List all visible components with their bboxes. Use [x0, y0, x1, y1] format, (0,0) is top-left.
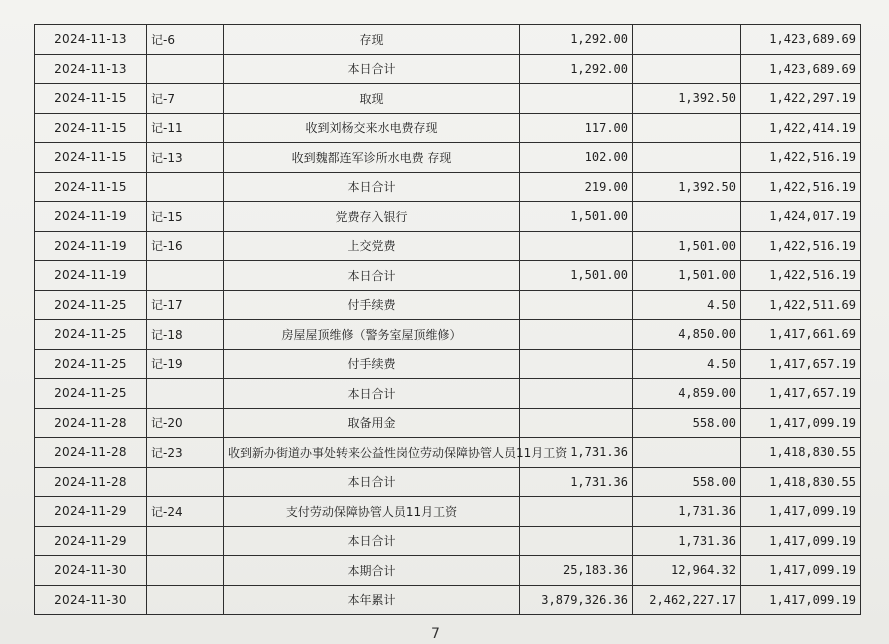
table-row	[35, 320, 861, 350]
cell-balance: 1,417,099.19	[741, 585, 861, 615]
cell-debit: 3,879,326.36	[520, 585, 633, 615]
cell-balance: 1,422,516.19	[741, 143, 861, 173]
cell-voucher-no	[147, 556, 224, 586]
cell-credit: 4,859.00	[633, 379, 741, 409]
cell-credit	[633, 438, 741, 468]
cell-debit: 1,731.36	[520, 438, 633, 468]
table-row	[35, 172, 861, 202]
cell-voucher-no: 记-17	[147, 290, 224, 320]
table-row	[35, 497, 861, 527]
cell-balance: 1,423,689.69	[741, 54, 861, 84]
cell-debit	[520, 526, 633, 556]
cell-voucher-no	[147, 585, 224, 615]
cell-credit	[633, 143, 741, 173]
cell-description: 收到刘杨交来水电费存现	[224, 113, 520, 143]
cell-debit: 1,292.00	[520, 54, 633, 84]
page-number: 7	[431, 626, 440, 642]
table-row	[35, 202, 861, 232]
table-row	[35, 556, 861, 586]
cell-voucher-no	[147, 526, 224, 556]
cell-balance: 1,422,516.19	[741, 231, 861, 261]
cell-debit	[520, 379, 633, 409]
cell-debit: 25,183.36	[520, 556, 633, 586]
cell-credit: 1,501.00	[633, 261, 741, 291]
cell-description: 存现	[224, 25, 520, 55]
cell-voucher-no: 记-16	[147, 231, 224, 261]
cell-voucher-no	[147, 467, 224, 497]
cell-voucher-no: 记-24	[147, 497, 224, 527]
cell-balance: 1,417,099.19	[741, 526, 861, 556]
cell-description: 党费存入银行	[224, 202, 520, 232]
cell-description: 本日合计	[224, 526, 520, 556]
cell-debit	[520, 320, 633, 350]
cell-debit	[520, 497, 633, 527]
cell-balance: 1,417,661.69	[741, 320, 861, 350]
cell-balance: 1,423,689.69	[741, 25, 861, 55]
cell-voucher-no	[147, 172, 224, 202]
cell-date: 2024-11-30	[35, 556, 147, 586]
cell-balance: 1,417,099.19	[741, 556, 861, 586]
cell-credit	[633, 25, 741, 55]
cell-credit: 1,731.36	[633, 497, 741, 527]
cell-credit: 1,392.50	[633, 172, 741, 202]
cell-date: 2024-11-25	[35, 349, 147, 379]
cell-date: 2024-11-19	[35, 231, 147, 261]
table-row	[35, 438, 861, 468]
cell-balance: 1,418,830.55	[741, 438, 861, 468]
cell-debit: 1,292.00	[520, 25, 633, 55]
cell-description: 本日合计	[224, 172, 520, 202]
cell-debit: 219.00	[520, 172, 633, 202]
cell-balance: 1,422,414.19	[741, 113, 861, 143]
cell-debit: 1,731.36	[520, 467, 633, 497]
cell-balance: 1,417,657.19	[741, 379, 861, 409]
ledger-body	[35, 25, 861, 615]
table-row	[35, 25, 861, 55]
cell-voucher-no	[147, 54, 224, 84]
table-row	[35, 467, 861, 497]
table-row	[35, 54, 861, 84]
cell-voucher-no: 记-23	[147, 438, 224, 468]
cell-debit: 1,501.00	[520, 261, 633, 291]
cell-date: 2024-11-19	[35, 261, 147, 291]
cell-description: 支付劳动保障协管人员11月工资	[224, 497, 520, 527]
cell-date: 2024-11-28	[35, 438, 147, 468]
table-row	[35, 261, 861, 291]
cell-balance: 1,417,099.19	[741, 497, 861, 527]
cell-description: 收到新办街道办事处转来公益性岗位劳动保障协管人员11月工资	[224, 438, 520, 468]
cell-credit: 12,964.32	[633, 556, 741, 586]
cell-credit: 1,392.50	[633, 84, 741, 114]
cell-description: 本期合计	[224, 556, 520, 586]
cell-voucher-no: 记-7	[147, 84, 224, 114]
cell-description: 付手续费	[224, 290, 520, 320]
table-row	[35, 526, 861, 556]
cell-date: 2024-11-15	[35, 113, 147, 143]
cell-description: 房屋屋顶维修（警务室屋顶维修）	[224, 320, 520, 350]
cell-date: 2024-11-25	[35, 290, 147, 320]
cell-description: 本日合计	[224, 54, 520, 84]
cell-date: 2024-11-29	[35, 497, 147, 527]
cell-debit: 117.00	[520, 113, 633, 143]
cell-voucher-no: 记-19	[147, 349, 224, 379]
cell-balance: 1,422,516.19	[741, 172, 861, 202]
cell-credit: 1,501.00	[633, 231, 741, 261]
cell-balance: 1,418,830.55	[741, 467, 861, 497]
cash-ledger-table	[34, 24, 861, 615]
table-row	[35, 379, 861, 409]
cell-date: 2024-11-29	[35, 526, 147, 556]
cell-credit	[633, 54, 741, 84]
cell-balance: 1,422,516.19	[741, 261, 861, 291]
cell-description: 本年累计	[224, 585, 520, 615]
cell-description: 付手续费	[224, 349, 520, 379]
cell-description: 取现	[224, 84, 520, 114]
cell-date: 2024-11-19	[35, 202, 147, 232]
table-row	[35, 290, 861, 320]
cell-voucher-no	[147, 379, 224, 409]
cell-credit: 4,850.00	[633, 320, 741, 350]
cell-balance: 1,424,017.19	[741, 202, 861, 232]
cell-voucher-no: 记-15	[147, 202, 224, 232]
table-row	[35, 143, 861, 173]
cell-voucher-no: 记-13	[147, 143, 224, 173]
cell-date: 2024-11-15	[35, 84, 147, 114]
cell-date: 2024-11-30	[35, 585, 147, 615]
cell-debit: 102.00	[520, 143, 633, 173]
cell-credit: 1,731.36	[633, 526, 741, 556]
cell-voucher-no: 记-6	[147, 25, 224, 55]
cell-description: 本日合计	[224, 379, 520, 409]
table-row	[35, 585, 861, 615]
cell-debit	[520, 84, 633, 114]
cell-credit	[633, 202, 741, 232]
cell-date: 2024-11-13	[35, 25, 147, 55]
cell-balance: 1,417,099.19	[741, 408, 861, 438]
cell-date: 2024-11-15	[35, 143, 147, 173]
cell-date: 2024-11-13	[35, 54, 147, 84]
table-row	[35, 231, 861, 261]
table-row	[35, 113, 861, 143]
table-row	[35, 84, 861, 114]
cell-debit	[520, 349, 633, 379]
cell-voucher-no: 记-18	[147, 320, 224, 350]
cell-debit	[520, 290, 633, 320]
cell-description: 本日合计	[224, 261, 520, 291]
cell-voucher-no: 记-20	[147, 408, 224, 438]
cell-credit: 558.00	[633, 408, 741, 438]
cell-credit: 2,462,227.17	[633, 585, 741, 615]
cell-date: 2024-11-25	[35, 320, 147, 350]
cell-description: 收到魏都连军诊所水电费 存现	[224, 143, 520, 173]
cell-date: 2024-11-28	[35, 467, 147, 497]
cell-date: 2024-11-25	[35, 379, 147, 409]
cell-voucher-no	[147, 261, 224, 291]
table-row	[35, 408, 861, 438]
cell-description: 上交党费	[224, 231, 520, 261]
cell-credit	[633, 113, 741, 143]
cell-balance: 1,417,657.19	[741, 349, 861, 379]
cell-description: 取备用金	[224, 408, 520, 438]
cell-balance: 1,422,511.69	[741, 290, 861, 320]
cell-credit: 558.00	[633, 467, 741, 497]
cell-credit: 4.50	[633, 290, 741, 320]
cell-date: 2024-11-15	[35, 172, 147, 202]
cell-date: 2024-11-28	[35, 408, 147, 438]
table-row	[35, 349, 861, 379]
cell-credit: 4.50	[633, 349, 741, 379]
cell-voucher-no: 记-11	[147, 113, 224, 143]
cell-description: 本日合计	[224, 467, 520, 497]
cell-balance: 1,422,297.19	[741, 84, 861, 114]
cell-debit	[520, 231, 633, 261]
cell-debit: 1,501.00	[520, 202, 633, 232]
cell-debit	[520, 408, 633, 438]
